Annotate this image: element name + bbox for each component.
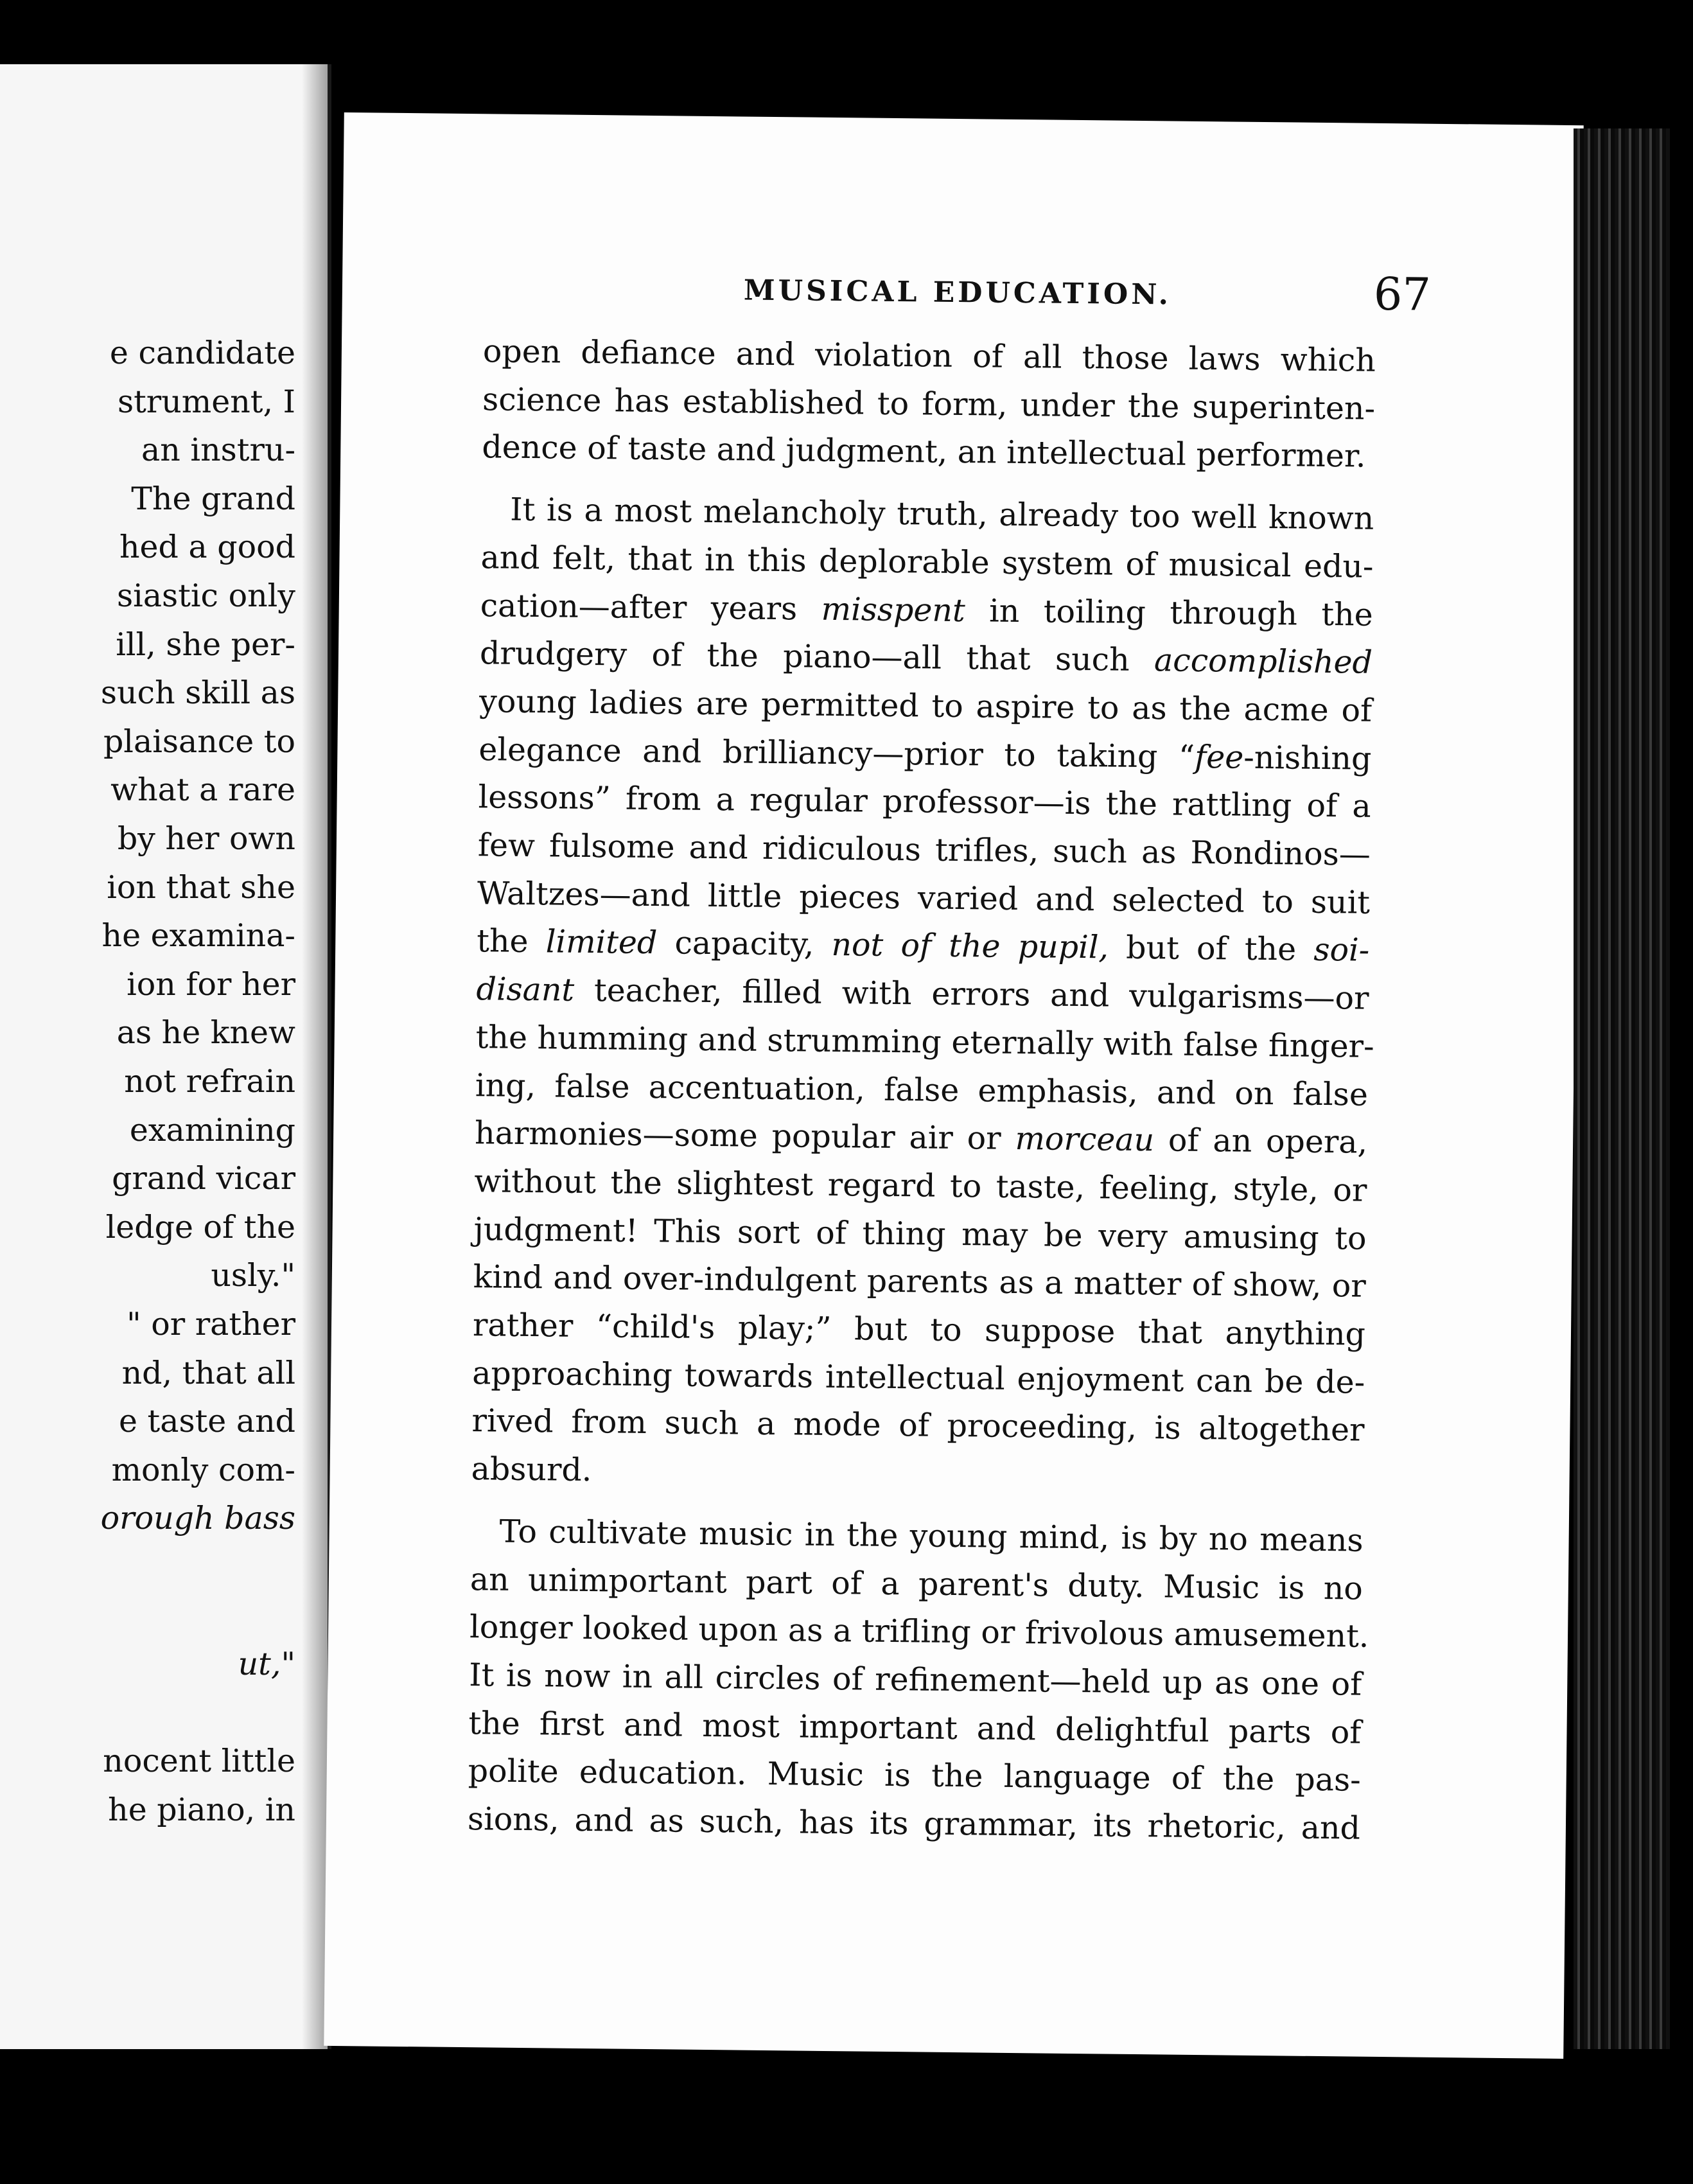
left-page-line: grand vicar xyxy=(112,1160,295,1197)
text-segment: teacher, filled with errors and vulgarisms—or xyxy=(574,971,1369,1017)
left-page-line: he examina- xyxy=(101,917,295,955)
book-page-edges xyxy=(1574,128,1670,2049)
text-line xyxy=(470,1560,1364,1608)
text-segment: harmonies—some popular air or xyxy=(474,1114,1015,1158)
text-segment: young ladies are permitted to aspire to as the acme of xyxy=(478,683,1373,729)
text-segment: Waltzes—and little pieces varied and selected to suit xyxy=(477,874,1371,921)
text-segment: few fulsome and ridiculous trifles, such as Rondinos— xyxy=(477,827,1371,873)
text-line xyxy=(480,586,1373,635)
text-segment: an unimportant part of a parent's duty. Music is no xyxy=(469,1560,1364,1607)
left-page-line: siastic only xyxy=(117,577,295,614)
text-line xyxy=(478,730,1372,779)
text-segment: ing, false accentuation, false emphasis, and on false xyxy=(475,1066,1369,1113)
text-segment: rived from such a mode of proceeding, is altogether xyxy=(471,1402,1365,1449)
italic-text: accomplished xyxy=(1154,642,1373,681)
italic-text: soi- xyxy=(1313,931,1370,969)
text-segment: capacity, xyxy=(657,924,832,964)
italic-text: not of the pupil, xyxy=(831,926,1109,966)
left-page-line: monly com- xyxy=(111,1451,295,1488)
left-page-line: " or rather xyxy=(127,1306,295,1343)
text-line xyxy=(478,779,1371,827)
text-line xyxy=(481,490,1374,538)
text-segment: To cultivate music in the young mind, is by no means xyxy=(499,1513,1364,1559)
italic-text: morceau xyxy=(1015,1120,1155,1159)
running-head: MUSICAL EDUCATION. xyxy=(743,274,1172,312)
left-page-line: ill, she per- xyxy=(116,626,295,663)
italic-text: limited xyxy=(545,923,658,962)
text-segment: lessons” from a regular professor—is the rattling of a xyxy=(478,779,1371,825)
left-page-line: e taste and xyxy=(118,1403,295,1440)
text-line xyxy=(475,1066,1369,1114)
text-line xyxy=(477,874,1371,922)
left-page-line: an instru- xyxy=(141,432,295,469)
left-page-line: he piano, in xyxy=(108,1792,295,1828)
text-line xyxy=(471,1450,1364,1498)
text-segment: polite education. Music is the language of the pas- xyxy=(468,1752,1362,1799)
text-segment: It is a most melancholy truth, already too well known xyxy=(510,491,1374,537)
text-segment: cation—after years xyxy=(480,586,821,628)
text-segment: and felt, that in this deplorable system of musical edu- xyxy=(480,539,1374,585)
text-line xyxy=(469,1608,1369,1656)
text-segment: without the slightest regard to taste, feeling, style, or xyxy=(474,1163,1367,1209)
text-segment: elegance and brilliancy—prior to taking “ xyxy=(478,730,1195,775)
text-line xyxy=(468,1704,1362,1752)
text-segment: longer looked upon as a trifling or frivolous amusement. xyxy=(469,1608,1369,1655)
left-page-line: ion that she xyxy=(107,868,295,906)
text-line xyxy=(473,1210,1367,1258)
text-segment: It is now in all circles of refinement—held up as one of xyxy=(469,1657,1362,1703)
text-line xyxy=(473,1258,1367,1306)
text-segment: in toiling through the xyxy=(965,592,1374,633)
text-line xyxy=(475,1018,1374,1066)
left-page-line: plaisance to xyxy=(103,723,295,760)
text-line xyxy=(468,1752,1361,1800)
left-page-line: as he knew xyxy=(116,1014,295,1052)
text-segment: the first and most important and delightful parts of xyxy=(468,1704,1362,1751)
text-line xyxy=(472,1354,1365,1402)
text-line xyxy=(479,682,1373,730)
gutter-shadow xyxy=(302,64,328,2049)
left-page-line: hed a good xyxy=(119,529,295,566)
text-segment: drudgery of the piano—all that such xyxy=(479,635,1155,679)
text-segment: absurd. xyxy=(471,1450,592,1489)
page-number: 67 xyxy=(1373,267,1432,321)
text-line xyxy=(482,380,1376,428)
text-segment: open defiance and violation of all those laws which xyxy=(482,333,1376,379)
left-page-line: nocent little xyxy=(103,1743,295,1780)
text-segment: science has established to form, under the superinten- xyxy=(482,380,1376,427)
left-page-line: e candidate xyxy=(109,335,295,371)
left-page-line: what a rare xyxy=(110,771,295,809)
left-page-line: by her own xyxy=(117,820,295,857)
text-line xyxy=(482,428,1375,477)
text-line xyxy=(476,970,1369,1018)
text-segment: but of the xyxy=(1108,929,1314,969)
left-page-line: The grand xyxy=(131,480,295,517)
text-segment: judgment! This sort of thing may be very amusing to xyxy=(473,1210,1367,1257)
left-page-line: nd, that all xyxy=(121,1354,295,1391)
italic-text: misspent xyxy=(821,590,966,629)
left-page-line: orough bass xyxy=(100,1500,295,1537)
left-page-line: not refrain xyxy=(124,1063,295,1100)
left-page-line: ledge of the xyxy=(105,1208,295,1246)
text-segment: the humming and strumming eternally with false finger- xyxy=(475,1019,1374,1065)
text-line xyxy=(474,1162,1367,1210)
text-line xyxy=(475,1114,1368,1162)
left-page-line: strument, I xyxy=(117,383,295,420)
text-segment: dence of taste and judgment, an intellectual performer. xyxy=(482,428,1366,475)
text-line xyxy=(471,1402,1365,1450)
text-line xyxy=(478,826,1371,874)
left-page-line: examining xyxy=(129,1111,295,1149)
text-line xyxy=(477,922,1370,971)
italic-text: disant xyxy=(476,971,575,1008)
text-line xyxy=(480,634,1373,682)
text-line xyxy=(470,1512,1364,1560)
text-segment: sions, and as such, has its grammar, its rhetoric, and xyxy=(467,1801,1361,1847)
text-line xyxy=(468,1800,1361,1848)
italic-text: fee xyxy=(1194,738,1244,776)
text-line xyxy=(469,1656,1362,1704)
text-segment: rather “child's play;” but to suppose that anything xyxy=(472,1307,1366,1353)
text-segment: the xyxy=(477,922,547,960)
text-segment: kind and over-indulgent parents as a matter of show, or xyxy=(473,1258,1367,1305)
left-page-line: ion for her xyxy=(127,965,295,1003)
text-line xyxy=(480,538,1374,586)
text-line xyxy=(483,332,1376,380)
left-page-line: ut," xyxy=(238,1646,295,1683)
text-line xyxy=(473,1306,1366,1354)
text-segment: approaching towards intellectual enjoyment can be de- xyxy=(471,1354,1365,1401)
right-page xyxy=(324,112,1583,2059)
text-segment: -nishing xyxy=(1243,739,1372,777)
text-segment: of an opera, xyxy=(1154,1122,1368,1161)
left-page-line: usly." xyxy=(211,1257,295,1294)
left-page xyxy=(0,64,331,2049)
left-page-line: such skill as xyxy=(100,674,295,712)
